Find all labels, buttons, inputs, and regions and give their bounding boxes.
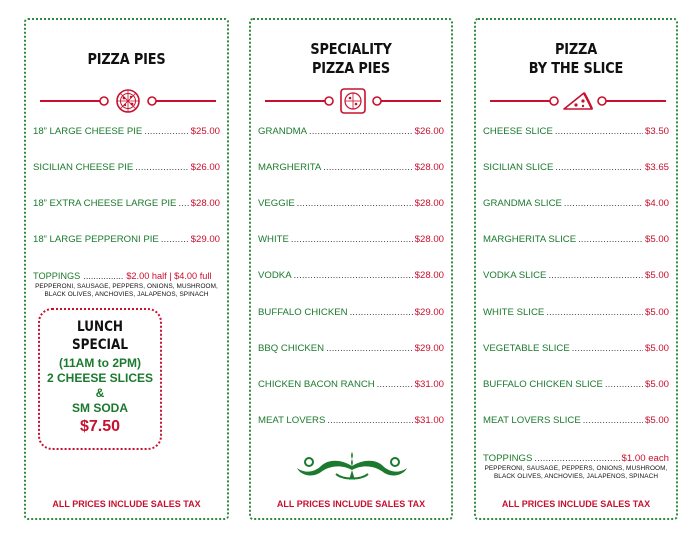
item-price: $5.00 [644,270,669,281]
menu-item [258,162,444,173]
menu-item [483,126,669,137]
menu-item [258,307,444,318]
menu-item [483,270,669,281]
toppings-label: TOPPINGS [33,271,81,281]
item-price: $28.00 [414,270,444,281]
item-name: 18” LARGE PEPPERONI PIE [33,234,159,245]
item-name: BUFFALO CHICKEN [258,307,348,318]
item-price: $26.00 [190,162,220,173]
item-price: $3.65 [644,162,669,173]
pizza-slice-divider [488,88,668,114]
item-name: MEAT LOVERS [258,415,326,426]
item-price: $31.00 [414,379,444,390]
menu-item [483,198,669,209]
item-price: $3.50 [644,126,669,137]
menu-item [258,270,444,281]
menu-item [33,162,220,173]
menu-item [258,343,444,354]
toppings-list: PEPPERONI, SAUSAGE, PEPPERS, ONIONS, MUSHROOM, [35,283,218,290]
lunch-price: $7.50 [79,418,121,435]
item-name: MEAT LOVERS SLICE [483,415,581,426]
toppings-price: $2.00 half | $4.00 full [126,271,212,281]
item-price: $29.00 [414,343,444,354]
item-price: $5.00 [644,343,669,354]
panel-title: PIZZA PIES [87,50,166,68]
sales-tax-footer: ALL PRICES INCLUDE SALES TAX [501,499,651,509]
leader-dots [572,343,643,353]
lunch-special-box [38,308,162,450]
leader-dots [309,126,413,136]
item-name: GRANDMA SLICE [483,198,562,209]
toppings-list: BLACK OLIVES, ANCHOVIES, JALAPENOS, SPINACH [493,473,659,480]
lunch-line: & [95,386,105,400]
item-name: SICILIAN CHEESE PIE [33,162,134,173]
item-name: BBQ CHICKEN [258,343,325,354]
lunch-title: SPECIAL [71,337,129,353]
leader-dots [327,415,412,425]
item-name: WHITE SLICE [483,307,545,318]
item-name: MARGHERITA SLICE [483,234,577,245]
pizza-pie-icon [117,90,139,112]
leader-dots [326,343,413,353]
toppings-list: PEPPERONI, SAUSAGE, PEPPERS, ONIONS, MUSHROOM, [484,465,668,472]
leader-dots [144,126,188,136]
item-name: GRANDMA [258,126,308,137]
menu-item [483,307,669,318]
leader-dots [161,234,189,244]
pizza-slice-icon [564,93,592,109]
toppings-line [33,271,220,281]
panel-title-line: SPECIALITY [310,40,392,58]
item-price: $28.00 [190,198,220,209]
item-name: CHEESE SLICE [483,126,553,137]
lunch-line: 2 CHEESE SLICES [46,371,154,385]
item-price: $29.00 [414,307,444,318]
item-price: $28.00 [414,234,444,245]
leader-dots [605,379,643,389]
item-name: CHICKEN BACON RANCH [258,379,375,390]
item-price: $31.00 [414,415,444,426]
item-price: $5.00 [644,307,669,318]
item-name: BUFFALO CHICKEN SLICE [483,379,603,390]
menu-item [483,415,669,426]
menu-item [483,343,669,354]
leader-dots [178,198,188,208]
menu-item [258,234,444,245]
panel-title-line: BY THE SLICE [528,59,624,77]
panel-title-line: PIZZA PIES [311,59,391,77]
item-price: $5.00 [644,234,669,245]
sales-tax-footer: ALL PRICES INCLUDE SALES TAX [276,499,426,509]
leader-dots [564,198,643,208]
menu-item [483,379,669,390]
menu-item [33,198,220,209]
leader-dots [583,415,643,425]
toppings-list: BLACK OLIVES, ANCHOVIES, JALAPENOS, SPINACH [44,291,209,298]
leader-dots [578,234,643,244]
item-name: VEGETABLE SLICE [483,343,570,354]
menu-item [258,415,444,426]
menu-item [483,234,669,245]
item-price: $25.00 [190,126,220,137]
pizza-box-icon [341,89,365,113]
pizza-box-divider [263,88,443,114]
item-price: $5.00 [644,379,669,390]
item-name: MARGHERITA [258,162,322,173]
pizza-pie-divider [38,88,218,114]
menu-item [33,126,220,137]
menu-item [258,198,444,209]
item-price: $26.00 [414,126,444,137]
leader-dots [534,453,619,463]
item-name: 18” LARGE CHEESE PIE [33,126,143,137]
leader-dots [135,162,188,172]
leader-dots [377,379,413,389]
panel-title-line: PIZZA [554,40,598,58]
ornament-swirl-icon [291,448,413,484]
item-price: $4.00 [644,198,669,209]
lunch-hours: (11AM to 2PM) [58,356,141,370]
item-price: $28.00 [414,162,444,173]
leader-dots [323,162,412,172]
toppings-line [483,453,669,464]
item-price: $28.00 [414,198,444,209]
item-name: VEGGIE [258,198,295,209]
leader-dots [555,162,643,172]
lunch-title: LUNCH [76,319,124,335]
leader-dots [555,126,643,136]
item-name: VODKA SLICE [483,270,547,281]
leader-dots [291,234,413,244]
item-name: SICILIAN SLICE [483,162,554,173]
item-name: WHITE [258,234,289,245]
leader-dots [297,198,413,208]
leader-dots [294,270,413,280]
item-name: VODKA [258,270,292,281]
panel-speciality-pizza-pies [249,18,453,520]
leader-dots [548,270,643,280]
toppings-price: $1.00 each [621,453,669,464]
item-price: $29.00 [190,234,220,245]
item-price: $5.00 [644,415,669,426]
menu-item [258,126,444,137]
sales-tax-footer: ALL PRICES INCLUDE SALES TAX [52,499,201,509]
menu-item [33,234,220,245]
lunch-line: SM SODA [71,401,128,415]
toppings-label: TOPPINGS [483,453,533,464]
leader-dots [546,307,643,317]
menu-item [483,162,669,173]
leader-dots [350,307,413,317]
leader-dots [83,271,123,281]
panel-pizza-by-the-slice [474,18,678,520]
menu-item [258,379,444,390]
item-name: 18” EXTRA CHEESE LARGE PIE [33,198,177,209]
